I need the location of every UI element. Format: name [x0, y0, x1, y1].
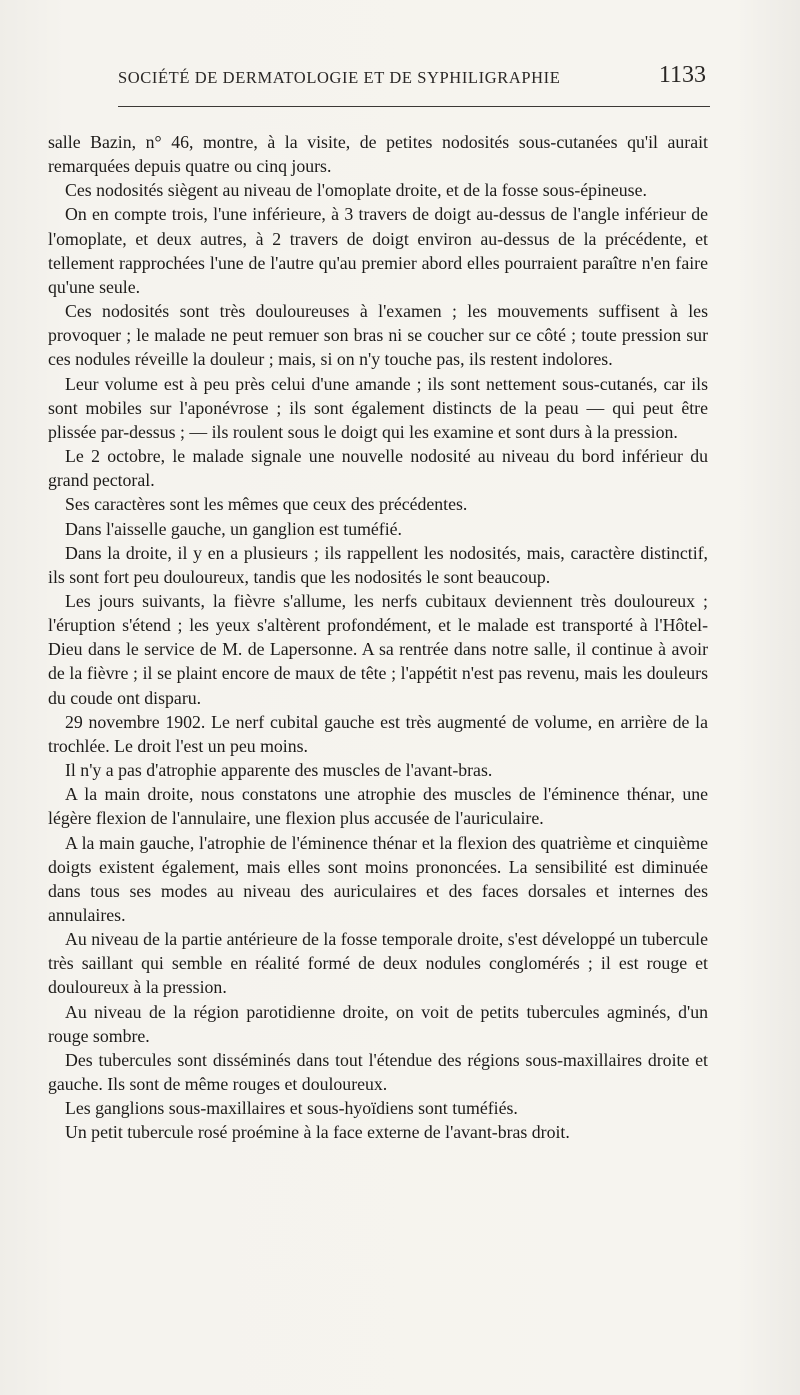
paragraph: Dans la droite, il y en a plusieurs ; ils rappellent les nodosités, mais, caractère distinctif, ils sont fort peu douloureux, tandis que les nodosités le sont beaucoup. — [48, 542, 708, 587]
paragraph: Leur volume est à peu près celui d'une amande ; ils sont nettement sous-cutanés, car ils sont mobiles sur l'aponévrose ; ils sont également distincts de la peau — qui peut être plissée par-dessus ; — ils roulent sous le doigt qui les examine et sont durs à la pression. — [48, 373, 708, 442]
paragraph: On en compte trois, l'une inférieure, à 3 travers de doigt au-dessus de l'angle inférieur de l'omoplate, et deux autres, à 2 travers de doigt environ au-dessus de la précédente, et tellement rapprochées l'une de l'autre qu'au premier abord elles pourraient paraître n'en faire qu'une seule. — [48, 204, 708, 297]
paragraph: A la main droite, nous constatons une atrophie des muscles de l'éminence thénar, une légère flexion de l'annulaire, une flexion plus accusée de l'auriculaire. — [48, 784, 708, 829]
paragraph: Il n'y a pas d'atrophie apparente des muscles de l'avant-bras. — [65, 760, 493, 781]
paragraph: A la main gauche, l'atrophie de l'éminence thénar et la flexion des quatrième et cinquième doigts existent également, mais elles sont moins prononcées. La sensibilité est diminuée dans tous ses modes au niveau des auriculaires et des faces dorsales et internes des annulaires. — [48, 832, 708, 925]
header-rule — [118, 106, 710, 107]
paragraph: salle Bazin, n° 46, montre, à la visite, de petites nodosités sous-cutanées qu'il aurait remarquées depuis quatre ou cinq jours. — [48, 132, 708, 177]
paragraph: Des tubercules sont disséminés dans tout l'étendue des régions sous-maxillaires droite et gauche. Ils sont de même rouges et douloureux. — [48, 1049, 708, 1095]
running-head: SOCIÉTÉ DE DERMATOLOGIE ET DE SYPHILIGRAPHIE — [118, 68, 561, 87]
paragraph: Dans l'aisselle gauche, un ganglion est tuméfié. — [65, 518, 403, 539]
paragraph: Les ganglions sous-maxillaires et sous-hyoïdiens sont tuméfiés. — [65, 1098, 518, 1119]
paragraph: 29 novembre 1902. Le nerf cubital gauche est très augmenté de volume, en arrière de la trochlée. Le droit l'est un peu moins. — [48, 711, 708, 756]
paragraph: Un petit tubercule rosé proémine à la face externe de l'avant-bras droit. — [65, 1122, 570, 1143]
page-number: 1133 — [658, 62, 706, 88]
paragraph: Les jours suivants, la fièvre s'allume, les nerfs cubitaux deviennent très douloureux ; l'éruption s'étend ; les yeux s'altèrent profondément, et le malade est transporté à l'Hôtel-Dieu dans le service de M. de Lapersonne. A sa rentrée dans notre salle, il continue à avoir de la fièvre ; il se plaint encore de maux de tête ; l'appétit n'est pas revenu, mais les douleurs du coude ont disparu. — [48, 590, 708, 708]
body-text — [48, 130, 708, 1145]
paragraph: Ces nodosités sont très douloureuses à l'examen ; les mouvements suffisent à les provoquer ; le malade ne peut remuer son bras ni se coucher sur ce côté ; toute pression sur ces nodules réveille la douleur ; mais, si on n'y touche pas, ils restent indolores. — [48, 301, 708, 370]
paragraph: Ses caractères sont les mêmes que ceux des précédentes. — [65, 494, 468, 515]
paragraph: Ces nodosités siègent au niveau de l'omoplate droite, et de la fosse sous-épineuse. — [65, 180, 647, 201]
paragraph: Le 2 octobre, le malade signale une nouvelle nodosité au niveau du bord inférieur du grand pectoral. — [48, 446, 708, 491]
page-header — [118, 62, 710, 98]
paragraph: Au niveau de la partie antérieure de la fosse temporale droite, s'est développé un tubercule très saillant qui semble en réalité formé de deux nodules conglomérés ; il est rouge et douloureux à la pression. — [48, 929, 708, 998]
paragraph: Au niveau de la région parotidienne droite, on voit de petits tubercules agminés, d'un rouge sombre. — [48, 1001, 708, 1046]
